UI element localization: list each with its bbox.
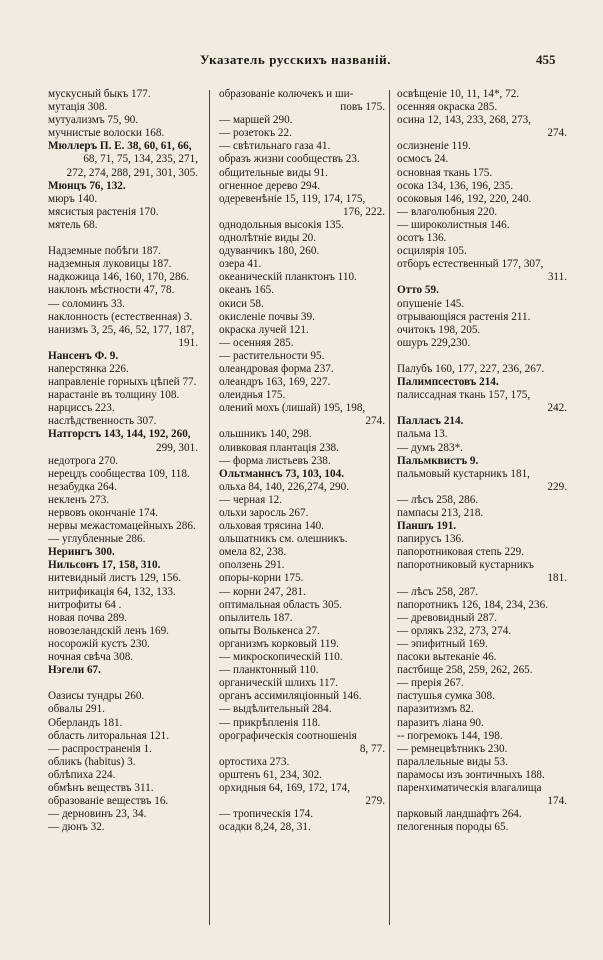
section-gap [48, 677, 200, 690]
index-entry-continuation: 191. [178, 336, 198, 349]
index-entry: паразитизмъ 82. [397, 703, 474, 716]
index-entry-continuation: 299, 301. [156, 441, 198, 454]
index-entry: пасоки вытеканіе 46. [397, 651, 497, 664]
index-entry: палиссадная ткань 157, 175, [397, 389, 531, 402]
index-entry: Пальмквистъ 9. [397, 454, 479, 467]
index-entry: нитевидный листъ 129, 156. [48, 572, 182, 585]
index-entry: — прикрѣпленія 118. [219, 716, 321, 729]
index-entry: наслѣдственность 307. [48, 415, 157, 428]
index-entry: опылитель 187. [219, 611, 293, 624]
index-entry: ольшатникъ см. олешникъ. [219, 533, 348, 546]
index-entry: Мюнцъ 76, 132. [48, 179, 126, 192]
index-entry: Нерингъ 300. [48, 546, 115, 559]
index-entry: — микроскопическій 110. [219, 651, 343, 664]
index-entry: Натгорстъ 143, 144, 192, 260, [48, 428, 191, 441]
index-entry: однолѣтніе виды 20. [219, 232, 317, 245]
index-entry: — форма листьевъ 238. [219, 454, 331, 467]
index-entry: океанъ 165. [219, 284, 274, 297]
index-entry: осока 134, 136, 196, 235. [397, 179, 514, 192]
index-entry: наклонность (естественная) 3. [48, 310, 193, 323]
index-entry: осотъ 136. [397, 232, 447, 245]
index-entry: — осенняя 285. [219, 336, 294, 349]
index-entry: — орлякъ 232, 273, 274. [397, 624, 512, 637]
index-entry: — корни 247, 281. [219, 585, 306, 598]
index-entry: новая почва 289. [48, 611, 128, 624]
index-entry: пастбище 258, 259, 262, 265. [397, 664, 533, 677]
index-entry: — дерновинъ 23, 34. [48, 808, 147, 821]
index-entry: огненное дерево 294. [219, 179, 320, 192]
index-entry-continuation: 174. [547, 795, 567, 808]
section-gap [397, 350, 569, 363]
index-entry: орштенъ 61, 234, 302. [219, 768, 322, 781]
index-entry: освѣщеніе 10, 11, 14*, 72. [397, 88, 520, 100]
index-entry: — прерія 267. [397, 677, 464, 690]
index-entry: пальмовый кустарникъ 181, [397, 467, 530, 480]
index-entry: — углубленные 286. [48, 533, 146, 546]
index-entry: надземныя луковицы 187. [48, 258, 172, 271]
index-entry: окисленіе почвы 39. [219, 310, 315, 323]
column-divider [209, 90, 210, 925]
index-entry: нанизмъ 3, 25, 46, 52, 177, 187, [48, 323, 195, 336]
index-entry-continuation: 229. [547, 480, 567, 493]
index-entry: обмѣнъ веществъ 311. [48, 781, 154, 794]
index-entry: Надземные побѣги 187. [48, 245, 161, 258]
index-entry: — выдѣлительный 284. [219, 703, 332, 716]
index-entry: мятель 68. [48, 218, 98, 231]
index-entry: осенняя окраска 285. [397, 101, 498, 114]
index-entry: наклонъ мѣстности 47, 78. [48, 284, 175, 297]
index-entry: новозеландскій ленъ 169. [48, 624, 169, 637]
index-entry: направленіе горныхъ цѣпей 77. [48, 376, 197, 389]
running-header-title: Указатель русскихъ названій. [200, 52, 392, 67]
index-entry: орхидныя 64, 169, 172, 174, [219, 781, 351, 794]
index-entry: Палубъ 160, 177, 227, 236, 267. [397, 362, 545, 375]
index-entry: организмъ корковый 119. [219, 637, 339, 650]
index-entry: Нильсонъ 17, 158, 310. [48, 559, 161, 572]
index-entry: нерецдъ сообщества 109, 118. [48, 467, 190, 480]
index-entry: мучнистые волоски 168. [48, 127, 165, 140]
index-entry: оливковая плантація 238. [219, 441, 339, 454]
index-entry-continuation: 274. [365, 415, 385, 428]
index-entry: параллельные виды 53. [397, 755, 508, 768]
index-column-right [397, 88, 569, 834]
index-entry: нервы межастомацейныхъ 286. [48, 520, 196, 533]
index-entry: — распространенія 1. [48, 742, 152, 755]
index-entry-continuation: 181. [547, 572, 567, 585]
index-entry: — ремнецвѣтникъ 230. [397, 742, 508, 755]
index-entry: недотрога 270. [48, 454, 119, 467]
index-entry: Ольтманнсъ 73, 103, 104. [219, 467, 345, 480]
index-entry: -- погремокъ 144, 198. [397, 729, 503, 742]
index-entry: Отто 59. [397, 284, 439, 297]
index-entry: общительные виды 91. [219, 166, 328, 179]
index-entry: область литоральная 121. [48, 729, 170, 742]
index-entry: отборъ естественный 177, 307, [397, 258, 544, 271]
index-entry: — лѣсъ 258, 287. [397, 585, 479, 598]
index-entry-continuation: повъ 175. [340, 101, 385, 114]
index-entry: оптимальная область 305. [219, 598, 342, 611]
index-entry: олений мохъ (лишай) 195, 198, [219, 402, 366, 415]
index-entry: ольховая трясина 140. [219, 520, 324, 533]
index-entry: ольха 84, 140, 226,274, 290. [219, 480, 350, 493]
index-entry-continuation: 274. [547, 127, 567, 140]
index-entry: Оазисы тундры 260. [48, 690, 145, 703]
index-entry: мутуализмъ 75, 90. [48, 114, 139, 127]
index-entry: — черная 12. [219, 493, 283, 506]
index-entry: Палимпсестовъ 214. [397, 376, 499, 389]
index-entry: осмосъ 24. [397, 153, 449, 166]
index-entry: мутація 308. [48, 101, 108, 114]
index-entry: Мюллеръ П. Е. 38, 60, 61, 66, [48, 140, 192, 153]
index-entry: пастушья сумка 308. [397, 690, 495, 703]
index-entry: надкожица 146, 160, 170, 286. [48, 271, 189, 284]
index-entry: образованіе веществъ 16. [48, 795, 169, 808]
index-entry: папоротникъ 126, 184, 234, 236. [397, 598, 549, 611]
index-entry-continuation: 68, 71, 75, 134, 235, 271, [83, 153, 198, 166]
index-entry: окраска лучей 121. [219, 323, 309, 336]
section-gap [48, 232, 200, 245]
index-entry: мясистыя растенія 170. [48, 205, 159, 218]
index-entry: паразитъ ліана 90. [397, 716, 484, 729]
index-entry: нитрификація 64, 132, 133. [48, 585, 176, 598]
index-entry: олеандръ 163, 169, 227. [219, 376, 331, 389]
index-entry: облѣпиха 224. [48, 768, 116, 781]
index-entry: — древовидный 287. [397, 611, 497, 624]
index-entry: — розетокъ 22. [219, 127, 292, 140]
index-entry: пампасы 213, 218. [397, 507, 484, 519]
index-entry: мускусный быкъ 177. [48, 88, 151, 100]
index-entry: оползень 291. [219, 559, 285, 572]
index-entry: олеандровая форма 237. [219, 362, 334, 375]
index-entry: нервовъ окончаніе 174. [48, 507, 159, 519]
index-entry: — тропическія 174. [219, 808, 314, 821]
index-entry: папоротниковая степь 229. [397, 546, 525, 559]
index-entry: папоротниковый кустарникъ [397, 559, 534, 572]
index-entry: орографическія соотношенія [219, 729, 357, 742]
index-entry-continuation: 272, 274, 288, 291, 301, 305. [66, 166, 198, 179]
index-entry: — планктонный 110. [219, 664, 319, 677]
index-entry: основная ткань 175. [397, 166, 493, 179]
index-entry: паренхиматическія влагалища [397, 781, 542, 794]
index-entry: ольхи заросль 267. [219, 507, 309, 519]
index-entry: некленъ 273. [48, 493, 110, 506]
index-entry: нитрофиты 64 . [48, 598, 122, 611]
index-entry: осоковыя 146, 192, 220, 240. [397, 192, 532, 205]
index-entry: парамосы изъ зонтичныхъ 188. [397, 768, 545, 781]
index-entry: пелогенныя породы 65. [397, 821, 509, 834]
index-entry: — широколистныя 146. [397, 218, 510, 231]
index-entry-continuation: 311. [547, 271, 567, 284]
index-entry: ночная свѣча 308. [48, 651, 134, 664]
index-entry: окиси 58. [219, 297, 264, 310]
index-entry: — соломинъ 33. [48, 297, 125, 310]
index-column-left [48, 88, 200, 834]
index-entry: — влаголюбныя 220. [397, 205, 498, 218]
index-entry: ортостиха 273. [219, 755, 290, 768]
index-entry: органическій шлихъ 117. [219, 677, 338, 690]
index-entry-continuation: 176, 222. [343, 205, 385, 218]
index-entry: папирусъ 136. [397, 533, 464, 546]
index-entry: опоры-корни 175. [219, 572, 304, 585]
index-entry: омела 82, 238. [219, 546, 287, 559]
index-entry: осина 12, 143, 233, 268, 273, [397, 114, 532, 127]
index-entry: ослизненіе 119. [397, 140, 471, 153]
index-entry: нарастаніе въ толщину 108. [48, 389, 180, 402]
index-entry: Оберландъ 181. [48, 716, 123, 729]
index-entry: парковый ландшафтъ 264. [397, 808, 522, 821]
index-entry: опушеніе 145. [397, 297, 465, 310]
index-entry: — маршей 290. [219, 114, 293, 127]
index-entry: — дюнъ 32. [48, 821, 105, 834]
index-entry: океаническій планктонъ 110. [219, 271, 357, 284]
index-entry: осцилярія 105. [397, 245, 467, 258]
index-entry: мюръ 140. [48, 192, 98, 205]
index-entry: ольшникъ 140, 298. [219, 428, 312, 441]
index-entry: органъ ассимиляціонный 146. [219, 690, 362, 703]
index-entry: Нансенъ Ф. 9. [48, 349, 119, 362]
index-entry: одеревенѣніе 15, 119, 174, 175, [219, 192, 366, 205]
index-entry-continuation: 279. [365, 795, 385, 808]
index-entry: образованіе колючекъ и ши- [219, 88, 354, 100]
index-entry-continuation: 242. [547, 402, 567, 415]
index-entry: одуванчикъ 180, 260. [219, 245, 320, 258]
page-number: 455 [536, 52, 556, 67]
index-entry: Паншъ 191. [397, 520, 457, 533]
index-entry: Нэгели 67. [48, 664, 101, 677]
index-entry: наперстянка 226. [48, 362, 129, 375]
index-entry: — думъ 283*. [397, 441, 463, 454]
index-entry: — растительности 95. [219, 349, 325, 362]
index-entry: олеиднья 175. [219, 389, 286, 402]
index-entry: отрывающіяся растенія 211. [397, 310, 531, 323]
index-entry: пальма 13. [397, 428, 448, 441]
index-entry: обликъ (habitus) 3. [48, 755, 136, 768]
index-entry: нарциссъ 223. [48, 402, 115, 415]
index-entry: незабудка 264. [48, 480, 117, 493]
index-entry: озера 41. [219, 258, 262, 271]
index-entry: однодольныя высокія 135. [219, 218, 344, 231]
index-column-middle [219, 88, 387, 834]
index-entry: очитокъ 198, 205. [397, 323, 481, 336]
index-entry: — лѣсъ 258, 286. [397, 493, 479, 506]
index-entry: осадки 8,24, 28, 31. [219, 821, 311, 834]
index-entry: носорожій кустъ 230. [48, 637, 150, 650]
index-entry: Палласъ 214. [397, 415, 464, 428]
column-divider [389, 90, 390, 925]
index-entry: опыты Волькенса 27. [219, 624, 320, 637]
index-entry: — эпифитный 169. [397, 637, 488, 650]
index-entry: образъ жизни сообществъ 23. [219, 153, 360, 166]
index-entry: обвалы 291. [48, 703, 105, 716]
index-entry-continuation: 8, 77. [359, 742, 385, 755]
index-entry: ошуръ 229,230. [397, 336, 471, 349]
index-entry: — свѣтильнаго газа 41. [219, 140, 331, 153]
